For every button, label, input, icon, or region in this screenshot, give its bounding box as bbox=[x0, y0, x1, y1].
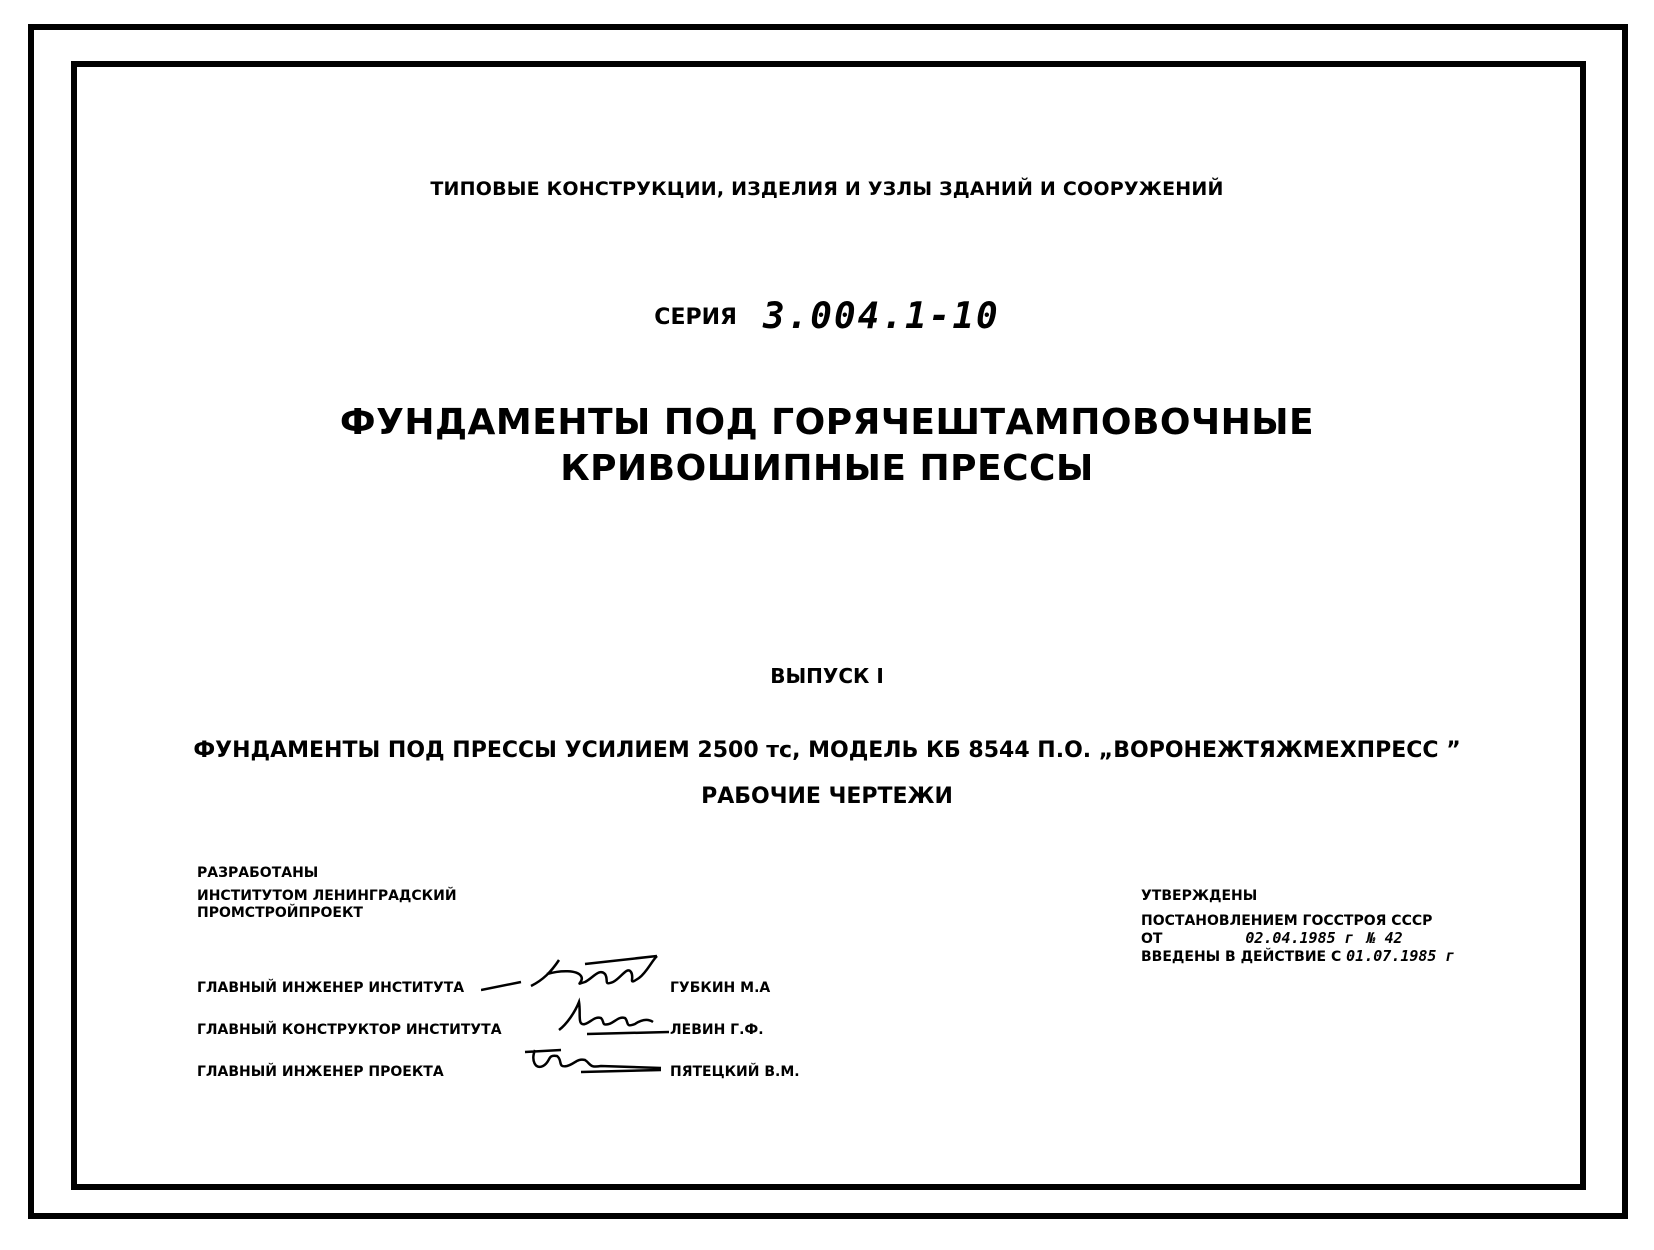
subtitle-line-2: РАБОЧИЕ ЧЕРТЕЖИ bbox=[701, 784, 953, 809]
approved-label: УТВЕРЖДЕНЫ bbox=[1141, 888, 1258, 904]
developed-by-line-1: ИНСТИТУТОМ ЛЕНИНГРАДСКИЙ bbox=[197, 888, 457, 904]
issue-label: ВЫПУСК I bbox=[770, 664, 884, 688]
approved-from-date: 02.04.1985 г bbox=[1245, 929, 1354, 947]
signature-role: ГЛАВНЫЙ ИНЖЕНЕР ПРОЕКТА bbox=[197, 1064, 444, 1080]
effective-date: 01.07.1985 г bbox=[1346, 947, 1455, 965]
title-line-1: ФУНДАМЕНТЫ ПОД ГОРЯЧЕШТАМПОВОЧНЫЕ bbox=[339, 402, 1315, 443]
title-line-2: КРИВОШИПНЫЕ ПРЕССЫ bbox=[560, 448, 1094, 489]
document-title bbox=[0, 400, 1654, 492]
series-line bbox=[0, 296, 1654, 337]
developed-by-line-2: ПРОМСТРОЙПРОЕКТ bbox=[197, 905, 363, 921]
signature-pyatetsky bbox=[521, 1036, 671, 1080]
signature-role: ГЛАВНЫЙ КОНСТРУКТОР ИНСТИТУТА bbox=[197, 1022, 502, 1038]
signature-row bbox=[197, 1022, 764, 1038]
developed-label: РАЗРАБОТАНЫ bbox=[197, 865, 319, 881]
signature-role: ГЛАВНЫЙ ИНЖЕНЕР ИНСТИТУТА bbox=[197, 980, 465, 996]
effective-row bbox=[1141, 948, 1455, 966]
approved-date-row bbox=[1141, 930, 1455, 948]
approved-block bbox=[1141, 888, 1455, 966]
series-number: 3.004.1-10 bbox=[762, 296, 1000, 337]
subtitle-line-1: ФУНДАМЕНТЫ ПОД ПРЕССЫ УСИЛИЕМ 2500 тс, МОДЕЛЬ КБ 8544 П.О. „ВОРОНЕЖТЯЖМЕХПРЕСС ” bbox=[193, 738, 1461, 763]
effective-label: ВВЕДЕНЫ В ДЕЙСТВИЕ С bbox=[1141, 949, 1342, 965]
signature-row bbox=[197, 1064, 800, 1080]
series-header: ТИПОВЫЕ КОНСТРУКЦИИ, ИЗДЕЛИЯ И УЗЛЫ ЗДАНИЙ И СООРУЖЕНИЙ bbox=[430, 178, 1224, 200]
inner-frame bbox=[71, 61, 1586, 1190]
series-label: СЕРИЯ bbox=[654, 305, 737, 330]
developed-by bbox=[197, 888, 457, 922]
signature-row bbox=[197, 980, 771, 996]
signature-name: ПЯТЕЦКИЙ В.М. bbox=[670, 1064, 800, 1080]
approved-from-label: ОТ bbox=[1141, 931, 1163, 947]
approved-decree: ПОСТАНОВЛЕНИЕМ ГОССТРОЯ СССР bbox=[1141, 913, 1433, 929]
approved-number: № 42 bbox=[1366, 929, 1403, 947]
signature-name: ГУБКИН М.А bbox=[670, 980, 771, 996]
signature-name: ЛЕВИН Г.Ф. bbox=[670, 1022, 764, 1038]
signature-levin bbox=[557, 994, 677, 1040]
developed-block bbox=[197, 865, 457, 922]
